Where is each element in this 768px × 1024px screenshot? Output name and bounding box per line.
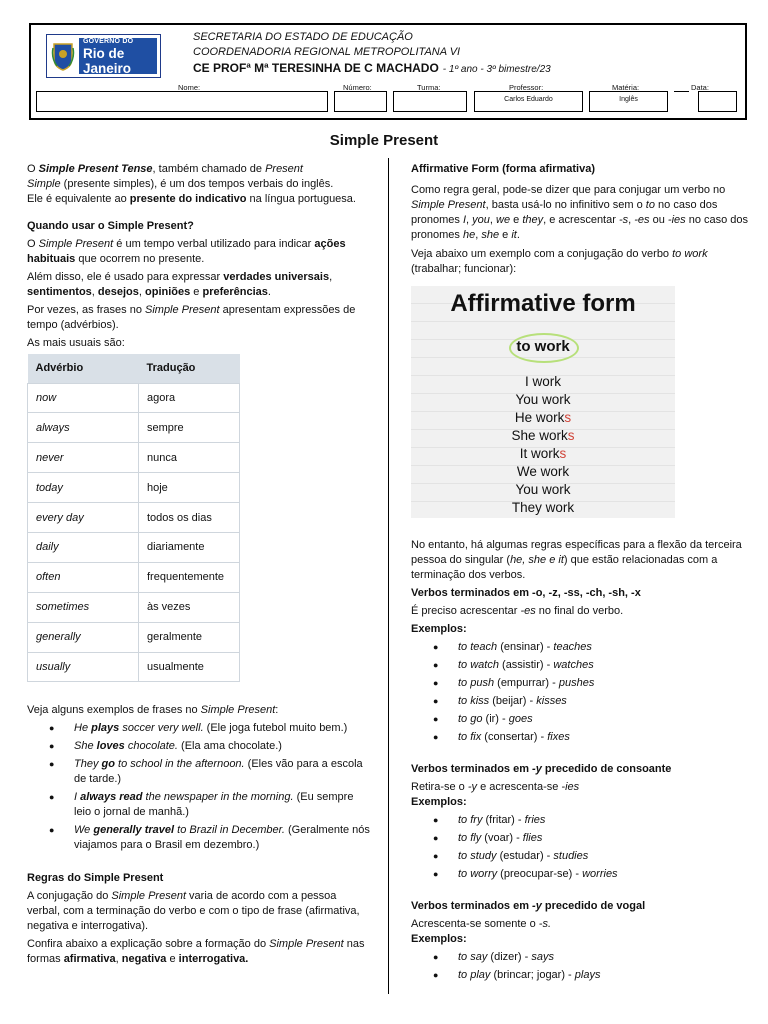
conjugation-line: I work xyxy=(524,374,561,389)
table-cell-adverb: never xyxy=(28,443,139,473)
table-cell-translation: sempre xyxy=(139,413,240,443)
table-row xyxy=(28,652,240,682)
materia-field[interactable]: Inglês xyxy=(589,91,668,112)
table-cell-adverb: often xyxy=(28,562,139,592)
table-cell-translation: nunca xyxy=(139,443,240,473)
table-row xyxy=(28,473,240,503)
turma-field[interactable] xyxy=(393,91,467,112)
header-coordenadoria: COORDENADORIA REGIONAL METROPOLITANA VI xyxy=(193,46,461,58)
list-item: ● to play (brincar; jogar) - plays xyxy=(411,968,751,983)
rules-heading: Regras do Simple Present xyxy=(27,872,164,885)
affirmative-heading: Affirmative Form (forma afirmativa) xyxy=(411,163,595,175)
conjugation-list xyxy=(411,373,675,517)
table-cell-adverb: generally xyxy=(28,622,139,652)
school-name: CE PROFª Mª TERESINHA DE C MACHADO xyxy=(193,61,439,75)
numero-label: Número: xyxy=(343,83,372,92)
table-row xyxy=(28,413,240,443)
table-row xyxy=(28,383,240,413)
right-column xyxy=(411,162,751,986)
government-logo xyxy=(46,34,161,78)
list-item: ● to study (estudar) - studies xyxy=(411,849,751,864)
table-cell-translation: todos os dias xyxy=(139,503,240,533)
table-cell-translation: às vezes xyxy=(139,592,240,622)
table-cell-adverb: usually xyxy=(28,652,139,682)
list-item: ● She loves chocolate. (Ela ama chocolate.) xyxy=(27,739,372,754)
when-paragraph-2: Além disso, ele é usado para expressar verdades universais, sentimentos, desejos, opiniões e preferências. xyxy=(27,271,333,298)
group3-examples-list xyxy=(411,950,751,983)
list-item: ● to fry (fritar) - fries xyxy=(411,813,751,828)
turma-label: Turma: xyxy=(417,83,441,92)
school-header xyxy=(29,23,747,120)
adverb-table xyxy=(27,354,240,682)
table-cell-adverb: daily xyxy=(28,532,139,562)
table-cell-translation: hoje xyxy=(139,473,240,503)
rules-paragraph-2: Confira abaixo a explicação sobre a formação do Simple Present nas formas afirmativa, negativa e interrogativa. xyxy=(27,938,365,966)
when-paragraph-1: O Simple Present é um tempo verbal utilizado para indicar ações habituais que ocorrem no presente. xyxy=(27,238,346,265)
group3-rule: Acrescenta-se somente o -s. xyxy=(411,918,552,930)
group2-examples-label: Exemplos: xyxy=(411,796,467,808)
header-school-name xyxy=(193,61,551,75)
table-cell-adverb: every day xyxy=(28,503,139,533)
when-paragraph-4: As mais usuais são: xyxy=(27,337,125,349)
affirmative-paragraph-1: Como regra geral, pode-se dizer que para conjugar um verbo no Simple Present, basta usá-lo no infinitivo sem o to no caso dos pronomes I, you, we e they, e acrescentar -s, -es ou -ies no caso dos pronomes he, she e it. xyxy=(411,184,749,241)
table-row xyxy=(28,503,240,533)
group1-examples-list xyxy=(411,640,751,745)
conjugation-line: You work xyxy=(515,392,571,407)
list-item: ● I always read the newspaper in the morning. (Eu sempre leio o jornal de manhã.) xyxy=(27,790,372,820)
list-item: ● to worry (preocupar-se) - worries xyxy=(411,867,751,882)
school-period: - 1º ano - 3º bimestre/23 xyxy=(442,64,551,75)
examples-intro: Veja alguns exemplos de frases no Simple Present: xyxy=(27,704,279,717)
professor-label: Professor: xyxy=(509,83,544,92)
header-secretaria: SECRETARIA DO ESTADO DE EDUCAÇÃO xyxy=(193,31,413,43)
logo-gov-text: GOVERNO DO xyxy=(83,37,134,45)
conjugation-line: She works xyxy=(511,428,575,443)
table-cell-translation: usualmente xyxy=(139,652,240,682)
when-to-use-heading: Quando usar o Simple Present? xyxy=(27,220,194,232)
table-cell-adverb: sometimes xyxy=(28,592,139,622)
group1-heading: Verbos terminados em -o, -z, -ss, -ch, -sh, -x xyxy=(411,587,641,599)
page-title: Simple Present xyxy=(329,132,439,149)
group2-rule: Retira-se o -y e acrescenta-se -ies xyxy=(411,781,580,793)
data-field[interactable] xyxy=(698,91,737,112)
table-row xyxy=(28,443,240,473)
conjugation-line: They work xyxy=(511,500,575,515)
conjugation-line: We work xyxy=(516,464,570,479)
list-item: ● to push (empurrar) - pushes xyxy=(411,676,751,691)
left-column xyxy=(27,162,372,967)
example-sentences-list xyxy=(27,721,372,853)
table-header-adverbio: Advérbio xyxy=(28,354,139,383)
table-cell-translation: frequentemente xyxy=(139,562,240,592)
rules-paragraph-1: A conjugação do Simple Present varia de acordo com a pessoa verbal, com a terminação do verbo e com o tipo de frase (afirmativa, negativa e interrogativa). xyxy=(27,890,360,933)
table-cell-translation: agora xyxy=(139,383,240,413)
group3-heading: Verbos terminados em -y precedido de vogal xyxy=(411,900,646,912)
group3-examples-label: Exemplos: xyxy=(411,933,467,945)
list-item: ● to kiss (beijar) - kisses xyxy=(411,694,751,709)
data-underline-left xyxy=(674,91,689,92)
affirmative-form-image xyxy=(411,286,675,518)
group2-heading: Verbos terminados em -y precedido de consoante xyxy=(411,763,672,775)
image-title: Affirmative form xyxy=(450,290,636,317)
logo-rio-text: Rio de Janeiro xyxy=(83,45,132,76)
affirmative-paragraph-2: Veja abaixo um exemplo com a conjugação do verbo to work (trabalhar; funcionar): xyxy=(411,248,708,275)
nome-label: Nome: xyxy=(178,83,201,92)
data-label: Data: xyxy=(691,83,709,92)
table-row xyxy=(28,532,240,562)
list-item: ● to go (ir) - goes xyxy=(411,712,751,727)
list-item: ● to say (dizer) - says xyxy=(411,950,751,965)
group1-rule: É preciso acrescentar -es no final do verbo. xyxy=(411,605,624,617)
table-header-row xyxy=(28,354,240,383)
conjugation-line: It works xyxy=(519,446,567,461)
list-item: ● to fix (consertar) - fixes xyxy=(411,730,751,745)
table-cell-translation: geralmente xyxy=(139,622,240,652)
image-verb: to work xyxy=(516,338,570,355)
list-item: ● They go to school in the afternoon. (Eles vão para a escola de tarde.) xyxy=(27,757,372,787)
list-item: ● We generally travel to Brazil in December. (Geralmente nós viajamos para o Brasil em dezembro.) xyxy=(27,823,372,853)
nome-field[interactable] xyxy=(36,91,328,112)
table-row xyxy=(28,622,240,652)
coat-of-arms-icon xyxy=(50,38,76,74)
table-cell-translation: diariamente xyxy=(139,532,240,562)
group2-examples-list xyxy=(411,813,751,882)
table-row xyxy=(28,592,240,622)
table-cell-adverb: today xyxy=(28,473,139,503)
list-item: ● He plays soccer very well. (Ele joga futebol muito bem.) xyxy=(27,721,372,736)
list-item: ● to teach (ensinar) - teaches xyxy=(411,640,751,655)
professor-field[interactable]: Carlos Eduardo xyxy=(474,91,583,112)
table-header-traducao: Tradução xyxy=(139,354,240,383)
materia-label: Matéria: xyxy=(612,83,640,92)
table-row xyxy=(28,562,240,592)
intro-paragraph-1: O Simple Present Tense, também chamado de Present Simple (presente simples), é um dos tempos verbais do inglês. xyxy=(27,163,334,190)
third-person-rules-paragraph: No entanto, há algumas regras específicas para a flexão da terceira pessoa do singular (he, she e it) que estão relacionadas com a terminação dos verbos. xyxy=(411,539,742,581)
conjugation-line: You work xyxy=(515,482,571,497)
when-paragraph-3: Por vezes, as frases no Simple Present apresentam expressões de tempo (advérbios). xyxy=(27,304,356,331)
group1-examples-label: Exemplos: xyxy=(411,623,467,635)
intro-paragraph-2: Ele é equivalente ao presente do indicativo na língua portuguesa. xyxy=(27,193,356,205)
conjugation-line: He works xyxy=(514,410,572,425)
logo-wordmark xyxy=(79,38,157,74)
numero-field[interactable] xyxy=(334,91,387,112)
list-item: ● to fly (voar) - flies xyxy=(411,831,751,846)
list-item: ● to watch (assistir) - watches xyxy=(411,658,751,673)
table-cell-adverb: now xyxy=(28,383,139,413)
column-divider xyxy=(388,158,389,994)
table-cell-adverb: always xyxy=(28,413,139,443)
